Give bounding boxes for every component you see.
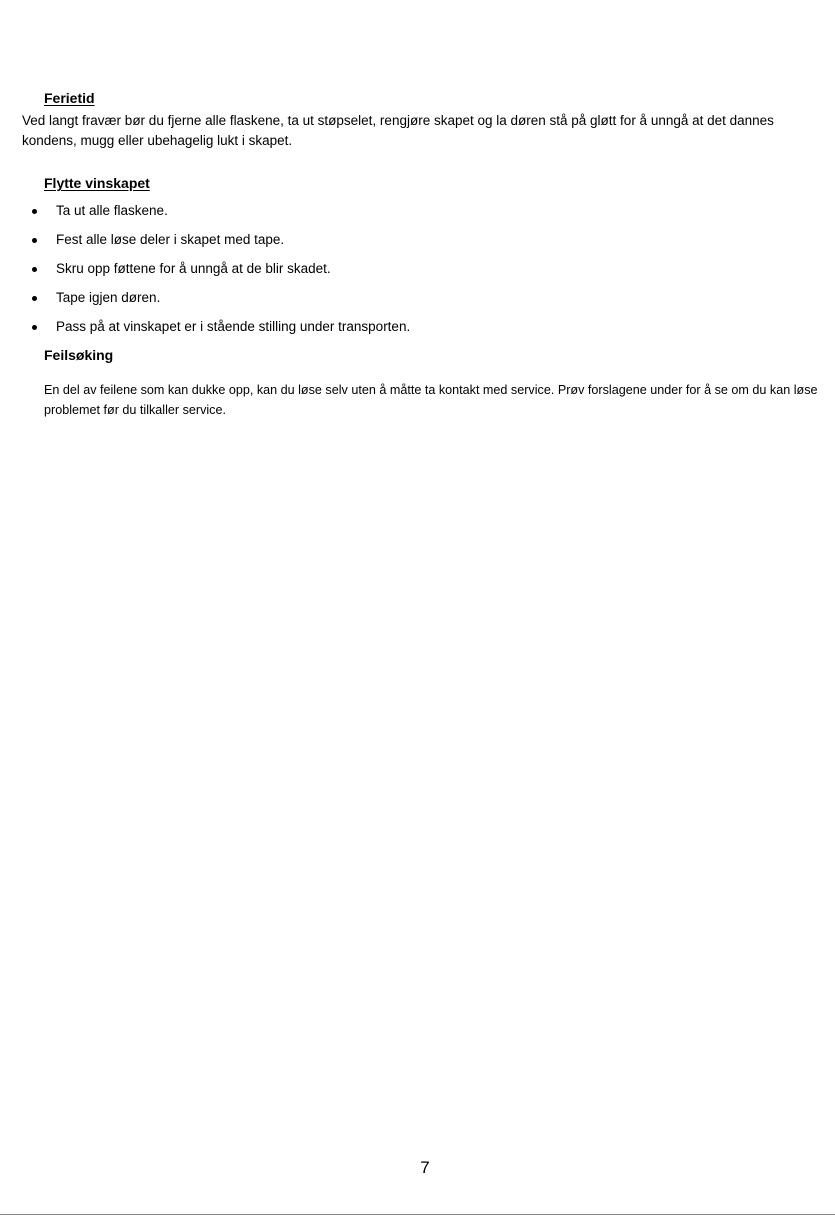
feilsoking-heading: Feilsøking [44, 347, 114, 363]
list-item-text: Fest alle løse deler i skapet med tape. [56, 232, 285, 247]
feilsoking-paragraph: En del av feilene som kan dukke opp, kan du løse selv uten å måtte ta kontakt med service. Prøv forslagene under for å se om du kan løse problemet før du tilkaller service. [44, 383, 818, 417]
bullet-icon [32, 296, 37, 301]
bullet-icon [32, 209, 37, 214]
bullet-icon [32, 325, 37, 330]
flytte-vinskapet-heading: Flytte vinskapet [44, 175, 150, 191]
list-item-text: Ta ut alle flaskene. [56, 203, 168, 218]
ferietid-paragraph: Ved langt fravær bør du fjerne alle flaskene, ta ut støpselet, rengjøre skapet og la døren stå på gløtt for å unngå at det dannes kondens, mugg eller ubehagelig lukt i skapet. [22, 113, 774, 148]
ferietid-heading: Ferietid [44, 90, 95, 106]
bullet-icon [32, 267, 37, 272]
list-item-text: Pass på at vinskapet er i stående stilling under transporten. [56, 319, 411, 334]
page-number: 7 [420, 1158, 430, 1177]
bullet-icon [32, 238, 37, 243]
list-item-text: Skru opp føttene for å unngå at de blir skadet. [56, 261, 331, 276]
list-item-text: Tape igjen døren. [56, 290, 161, 305]
